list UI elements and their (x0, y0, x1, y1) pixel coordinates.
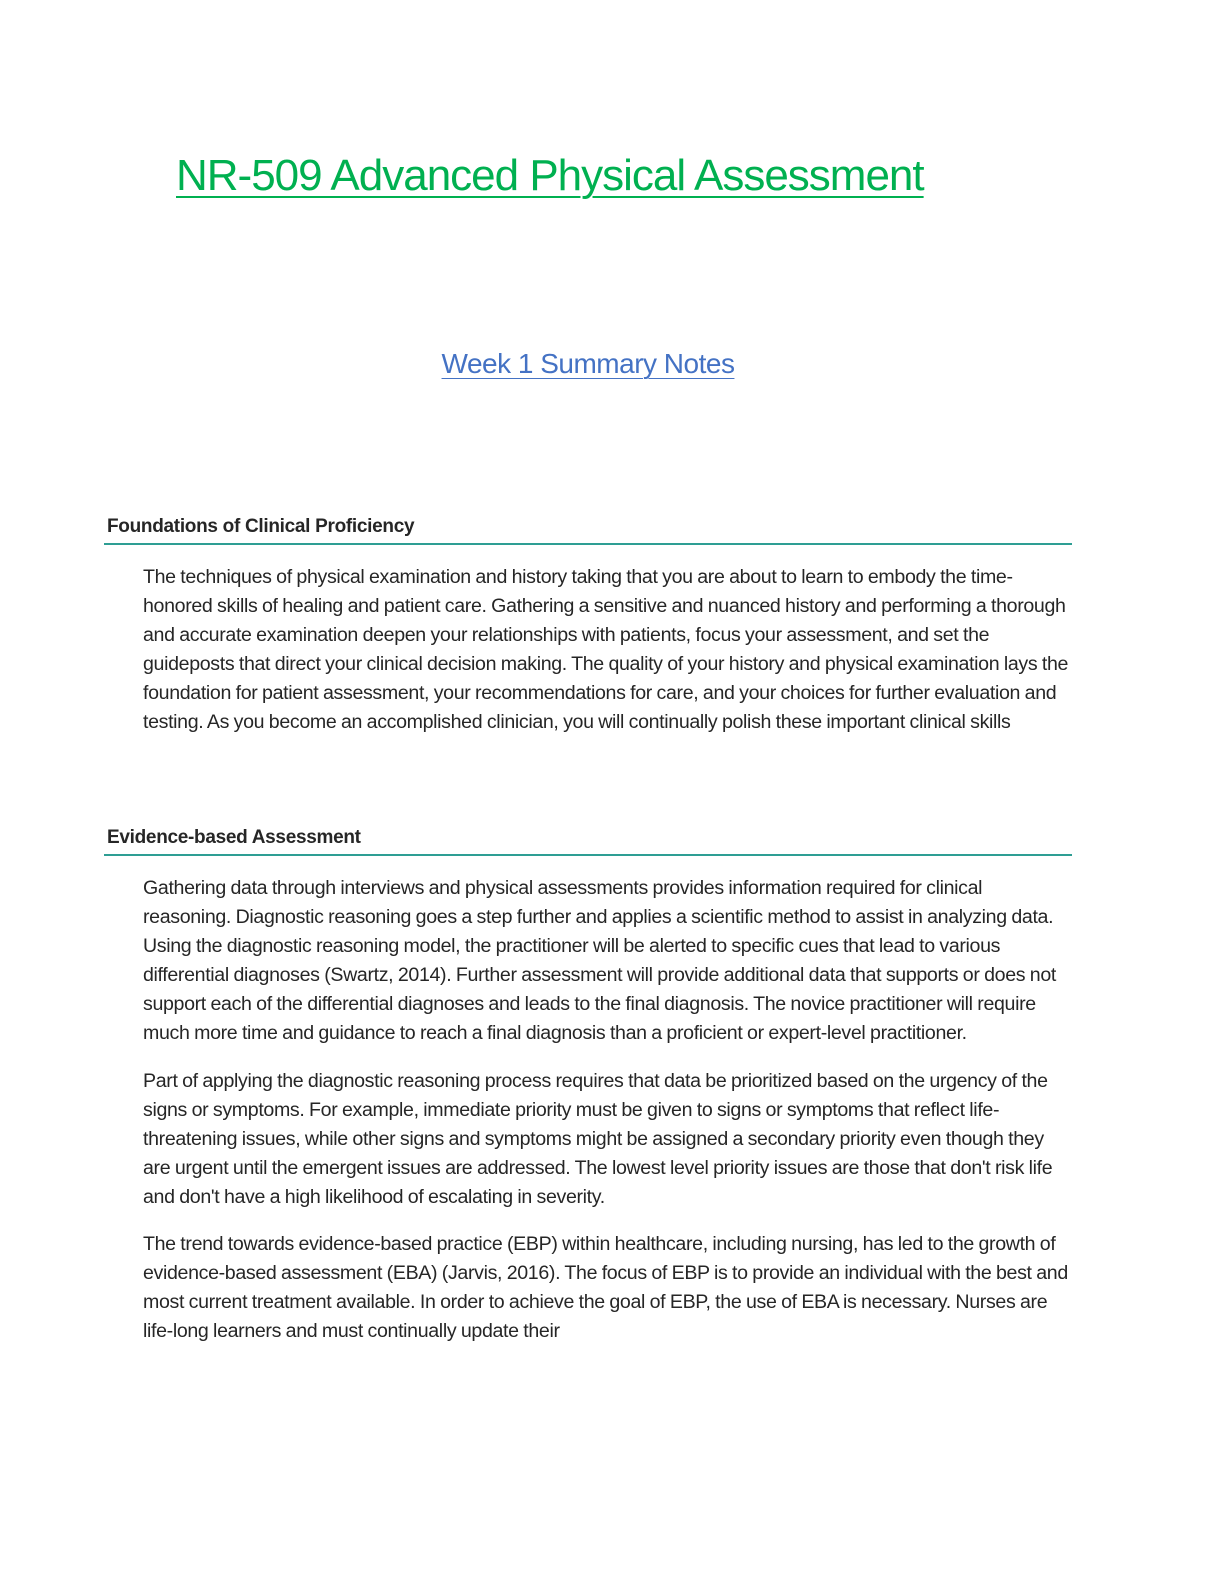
section-body-foundations (143, 563, 1073, 756)
paragraph: The trend towards evidence-based practice (EBP) within healthcare, including nursing, has led to the growth of evidence-based assessment (EBA) (Jarvis, 2016). The focus of EBP is to provide an individual with the best and most current treatment available. In order to achieve the goal of EBP, the use of EBA is necessary. Nurses are life-long learners and must continually update their (143, 1233, 1068, 1343)
paragraph: Part of applying the diagnostic reasoning process requires that data be prioritized based on the urgency of the signs or symptoms. For example, immediate priority must be given to signs or symptoms that reflect life-threatening issues, while other signs and symptoms might be assigned a secondary priority even though they are urgent until the emergent issues are addressed. The lowest level priority issues are those that don't risk life and don't have a high likelihood of escalating in severity. (143, 1069, 1053, 1208)
document-subtitle: Week 1 Summary Notes (441, 348, 735, 379)
section-heading-evidence-based-assessment: Evidence-based Assessment (104, 826, 1072, 856)
paragraph: Gathering data through interviews and physical assessments provides information required for clinical reasoning. Diagnostic reasoning goes a step further and applies a scientific method to assist in analyzing data. Using the diagnostic reasoning model, the practitioner will be alerted to specific cues that lead to various differential diagnoses (Swartz, 2014). Further assessment will provide additional data that supports or does not support each of the differential diagnoses and leads to the final diagnosis. The novice practitioner will require much more time and guidance to reach a final diagnosis than a proficient or expert-level practitioner. (143, 877, 1056, 1045)
paragraph: The techniques of physical examination and history taking that you are about to learn to embody the time-honored skills of healing and patient care. Gathering a sensitive and nuanced history and performing a thorough and accurate examination deepen your relationships with patients, focus your assessment, and set the guideposts that direct your clinical decision making. The quality of your history and physical examination lays the foundation for patient assessment, your recommendations for care, and your choices for further evaluation and testing. As you become an accomplished clinician, you will continually polish these important clinical skills (143, 566, 1069, 734)
section-body-evidence-based-assessment (143, 874, 1073, 1364)
section-heading-foundations: Foundations of Clinical Proficiency (104, 515, 1072, 545)
document-title: NR-509 Advanced Physical Assessment (176, 151, 924, 200)
